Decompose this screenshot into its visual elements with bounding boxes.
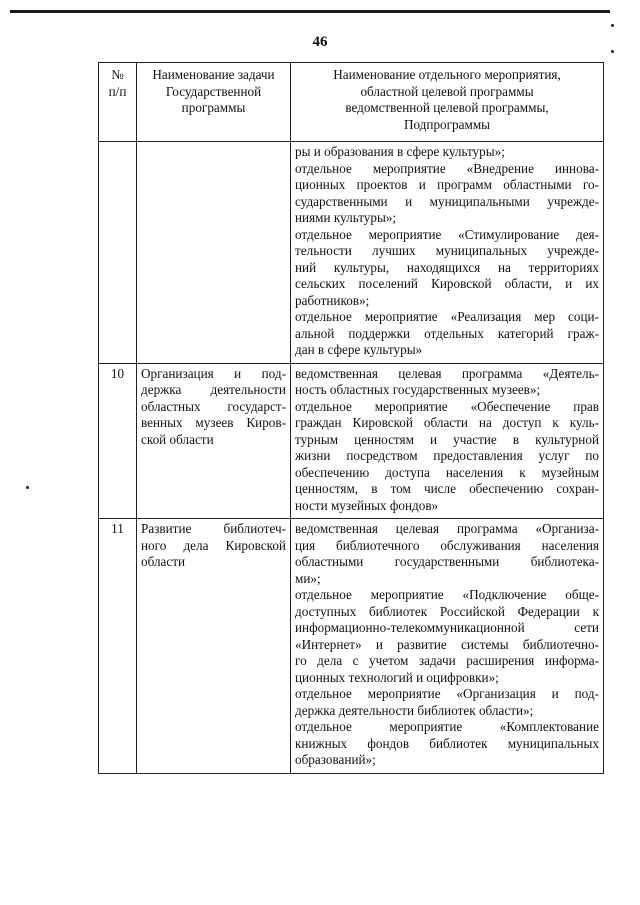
event-line: граждан Кировской области на доступ к куль- xyxy=(295,415,599,430)
task-line: области xyxy=(141,554,186,569)
header-number-cell xyxy=(99,63,137,142)
event-line: ность областных государственных музеев»; xyxy=(295,382,541,397)
event-line: ниями культуры»; xyxy=(295,210,397,225)
event-line: ция библиотечного обслуживания населения xyxy=(295,537,599,553)
event-line: ры и образования в сфере культуры»; xyxy=(295,144,505,159)
task-line: держка деятельности xyxy=(141,382,286,397)
event-line: тельности лучших муниципальных учрежде- xyxy=(295,243,599,258)
task-line: областных государст- xyxy=(141,398,286,414)
task-line: ного дела Кировской xyxy=(141,537,286,553)
header-text: Наименование задачи xyxy=(152,67,275,82)
event-line: отдельное мероприятие «Комплектование xyxy=(295,719,599,734)
header-text: областной целевой программы xyxy=(360,83,534,99)
event-line: ценностям, в том числе обеспечению сохран- xyxy=(295,481,599,496)
header-events-cell xyxy=(291,63,604,142)
event-line: турным ценностям и участие в культурной xyxy=(295,431,599,447)
event-line: ведомственная целевая программа «Организа- xyxy=(295,521,599,536)
table-row xyxy=(99,142,604,364)
row-number-cell: 11 xyxy=(99,519,137,774)
events-cell xyxy=(291,363,604,519)
event-line: ний культуры, находящихся на территориях xyxy=(295,259,599,275)
event-line: жизни посредством предоставления услуг по xyxy=(295,448,599,463)
top-scan-rule xyxy=(10,10,610,13)
table-header-row xyxy=(99,63,604,142)
event-line: альной поддержки отдельных категорий граж- xyxy=(295,325,599,341)
task-name-cell xyxy=(137,363,291,519)
table-row xyxy=(99,519,604,774)
event-line: обеспечению доступа населения к музейным xyxy=(295,464,599,480)
row-number-cell xyxy=(99,142,137,364)
header-text: Государственной xyxy=(165,83,262,99)
header-task-cell xyxy=(137,63,291,142)
task-line: Развитие библиотеч- xyxy=(141,521,286,536)
event-line: работников»; xyxy=(295,292,370,308)
row-number-cell: 10 xyxy=(99,363,137,519)
task-line: ской области xyxy=(141,431,214,447)
event-line: сельских поселений Кировской области, и их xyxy=(295,276,599,291)
programs-table xyxy=(98,62,604,774)
scan-mark xyxy=(611,24,614,27)
event-line: ционных проектов и программ областными го- xyxy=(295,177,599,192)
event-line: отдельное мероприятие «Подключение обще- xyxy=(295,587,599,602)
header-text: п/п xyxy=(108,83,127,99)
event-line: отдельное мероприятие «Стимулирование дея- xyxy=(295,226,599,242)
event-line: отдельное мероприятие «Обеспечение прав xyxy=(295,398,599,414)
event-line: ности музейных фондов» xyxy=(295,497,439,513)
events-cell xyxy=(291,142,604,364)
page-number: 46 xyxy=(312,34,328,50)
header-text: № xyxy=(111,67,124,82)
table-row xyxy=(99,363,604,519)
event-line: областными государственными библиотека- xyxy=(295,554,599,569)
events-cell xyxy=(291,519,604,774)
header-text: Подпрограммы xyxy=(403,116,491,132)
event-line: ционных технологий и оцифровки»; xyxy=(295,669,499,685)
event-line: книжных фондов библиотек муниципальных xyxy=(295,735,599,751)
header-text: Наименование отдельного мероприятия, xyxy=(333,67,561,82)
task-line: Организация и под- xyxy=(141,365,286,381)
event-line: доступных библиотек Российской Федерации к xyxy=(295,603,599,619)
event-line: ми»; xyxy=(295,570,321,586)
event-line: информационно-телекоммуникационной сети xyxy=(295,620,599,635)
table-body xyxy=(99,142,604,774)
event-line: ведомственная целевая программа «Деятель- xyxy=(295,365,599,381)
scan-mark xyxy=(26,486,29,489)
event-line: «Интернет» и развитие системы библиотечно- xyxy=(295,636,599,652)
task-name-cell xyxy=(137,519,291,774)
event-line: отдельное мероприятие «Внедрение иннова- xyxy=(295,160,599,176)
task-line: венных музеев Киров- xyxy=(141,415,286,430)
header-text: ведомственной целевой программы, xyxy=(345,100,549,115)
event-line: дан в сфере культуры» xyxy=(295,342,423,357)
header-text: программы xyxy=(181,100,246,115)
event-line: образований»; xyxy=(295,752,376,767)
event-line: отдельное мероприятие «Реализация мер соци- xyxy=(295,309,599,324)
event-line: отдельное мероприятие «Организация и под- xyxy=(295,686,599,701)
task-name-cell xyxy=(137,142,291,364)
event-line: сударственными и муниципальными учрежде- xyxy=(295,193,599,209)
event-line: держка деятельности библиотек области»; xyxy=(295,702,534,718)
event-line: го дела с учетом задачи расширения информа- xyxy=(295,653,599,668)
